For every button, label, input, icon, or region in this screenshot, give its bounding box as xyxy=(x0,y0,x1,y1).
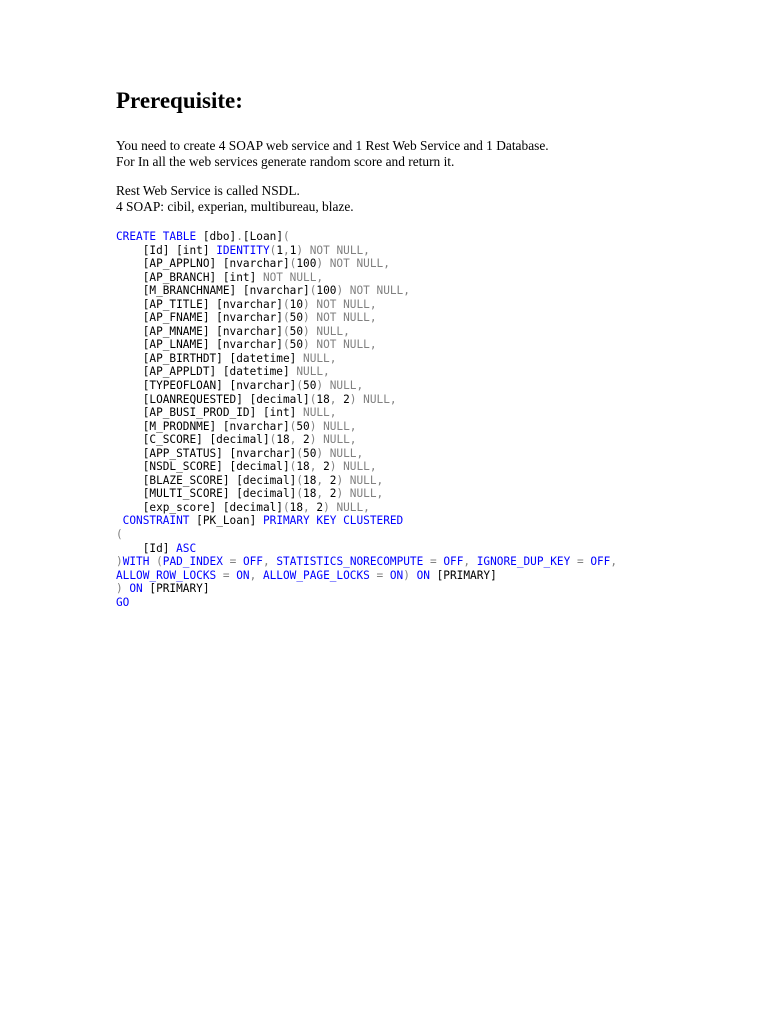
sql-punctuation: ) xyxy=(116,582,130,596)
code-line xyxy=(116,298,617,312)
services-line: Rest Web Service is called NSDL. xyxy=(116,183,300,198)
sql-punctuation: ) xyxy=(316,257,324,271)
sql-punctuation: ( xyxy=(309,284,317,298)
sql-punctuation: , xyxy=(329,392,344,406)
services-line: 4 SOAP: cibil, experian, multibureau, blaze. xyxy=(116,198,354,214)
sql-keyword: WITH xyxy=(122,555,150,569)
sql-punctuation: ) xyxy=(303,324,310,338)
code-line xyxy=(116,325,617,339)
sql-punctuation: NULL, xyxy=(296,406,337,420)
sql-keyword: STATISTICS_NORECOMPUTE xyxy=(276,555,424,569)
sql-text: 50 xyxy=(296,419,310,433)
sql-text: [NSDL_SCORE] [decimal] xyxy=(116,460,290,474)
sql-punctuation: , xyxy=(289,433,304,447)
sql-punctuation: ) xyxy=(336,487,344,501)
sql-punctuation: NULL, xyxy=(323,446,364,460)
sql-punctuation: NULL, xyxy=(356,392,397,406)
sql-punctuation: ) xyxy=(309,419,317,433)
sql-punctuation: ( xyxy=(282,311,290,325)
sql-punctuation: NOT NULL, xyxy=(303,243,370,257)
sql-text: [AP_BIRTHDT] [datetime] xyxy=(116,351,297,365)
sql-text: [TYPEOFLOAN] [nvarchar] xyxy=(116,379,297,393)
sql-punctuation: ) xyxy=(329,460,337,474)
sql-text: [AP_FNAME] [nvarchar] xyxy=(116,311,283,325)
sql-keyword: CREATE TABLE xyxy=(116,230,197,243)
sql-text: [exp_score] [decimal] xyxy=(116,500,283,514)
sql-text: [LOANREQUESTED] [decimal] xyxy=(116,392,310,406)
sql-text: 18 xyxy=(289,500,304,514)
code-line xyxy=(116,582,617,596)
sql-keyword: OFF xyxy=(443,555,464,569)
sql-punctuation: ) xyxy=(336,284,344,298)
sql-punctuation: ( xyxy=(269,433,277,447)
sql-text: 2 xyxy=(303,433,310,447)
sql-punctuation: ( xyxy=(282,338,290,352)
sql-punctuation: ) xyxy=(349,392,357,406)
code-line xyxy=(116,487,617,501)
sql-punctuation: ) xyxy=(296,243,304,257)
sql-text: [dbo] xyxy=(196,230,237,243)
sql-keyword: ON xyxy=(416,568,430,582)
sql-punctuation: ( xyxy=(282,297,290,311)
sql-punctuation: NULL, xyxy=(296,351,337,365)
sql-punctuation: ) xyxy=(116,555,123,569)
code-line xyxy=(116,338,617,352)
sql-punctuation: ( xyxy=(296,487,304,501)
code-line xyxy=(116,514,617,528)
sql-text: [PRIMARY] xyxy=(142,582,210,596)
sql-text: 2 xyxy=(329,473,337,487)
sql-text: [AP_TITLE] [nvarchar] xyxy=(116,297,283,311)
sql-text: [AP_APPLNO] [nvarchar] xyxy=(116,257,290,271)
sql-keyword: PRIMARY KEY CLUSTERED xyxy=(262,514,404,528)
code-line xyxy=(116,244,617,258)
sql-text: 50 xyxy=(289,338,304,352)
sql-punctuation: . xyxy=(236,230,243,243)
sql-punctuation: NOT NULL, xyxy=(343,284,410,298)
sql-punctuation: , xyxy=(610,555,618,569)
sql-punctuation: NULL, xyxy=(343,473,384,487)
sql-keyword: ALLOW_PAGE_LOCKS xyxy=(262,568,370,582)
sql-text: 2 xyxy=(343,392,350,406)
sql-punctuation: NULL, xyxy=(343,487,384,501)
sql-text: [Id] [int] xyxy=(116,243,217,257)
services-paragraph xyxy=(116,183,354,214)
sql-text: [AP_BRANCH] [int] xyxy=(116,270,257,284)
sql-punctuation: NOT NULL, xyxy=(309,297,377,311)
sql-punctuation: , xyxy=(283,243,290,257)
code-line xyxy=(116,433,617,447)
sql-punctuation: ) xyxy=(303,297,310,311)
code-line xyxy=(116,271,617,285)
sql-text: [AP_APPLDT] [datetime] xyxy=(116,365,290,379)
sql-text: 18 xyxy=(276,433,290,447)
sql-punctuation: ( xyxy=(282,500,290,514)
code-line xyxy=(116,474,617,488)
sql-punctuation: NOT NULL, xyxy=(323,257,390,271)
sql-punctuation: NOT NULL, xyxy=(309,338,377,352)
sql-text: 2 xyxy=(329,487,337,501)
sql-text: [AP_MNAME] [nvarchar] xyxy=(116,324,283,338)
sql-punctuation: ) xyxy=(309,433,317,447)
sql-keyword: IDENTITY xyxy=(216,243,270,257)
sql-code-block xyxy=(116,230,617,609)
sql-text: [Id] xyxy=(116,541,177,555)
sql-keyword: ON xyxy=(389,568,404,582)
sql-keyword: OFF xyxy=(590,555,611,569)
sql-punctuation: ( xyxy=(289,460,297,474)
sql-text: [C_SCORE] [decimal] xyxy=(116,433,270,447)
sql-text: 1 xyxy=(276,243,283,257)
sql-keyword: ASC xyxy=(176,541,197,555)
sql-punctuation: NOT NULL, xyxy=(256,270,324,284)
intro-line: You need to create 4 SOAP web service and 1 Rest Web Service and 1 Database. xyxy=(116,138,549,153)
sql-text: 100 xyxy=(296,257,317,271)
sql-keyword: ON xyxy=(236,568,250,582)
sql-punctuation: , xyxy=(303,500,317,514)
code-line xyxy=(116,379,617,393)
sql-text: 10 xyxy=(289,297,304,311)
sql-text: [AP_LNAME] [nvarchar] xyxy=(116,338,283,352)
sql-text: 50 xyxy=(303,379,317,393)
sql-text: 2 xyxy=(316,500,324,514)
sql-punctuation: ) xyxy=(403,568,417,582)
sql-punctuation: NOT NULL, xyxy=(309,311,377,325)
sql-punctuation: , xyxy=(262,555,277,569)
sql-text: 50 xyxy=(303,446,317,460)
sql-punctuation: , xyxy=(249,568,263,582)
sql-punctuation: ( xyxy=(282,324,290,338)
code-line xyxy=(116,352,617,366)
sql-punctuation: NULL, xyxy=(316,419,357,433)
sql-text: 1 xyxy=(289,243,297,257)
sql-keyword: PAD_INDEX xyxy=(162,555,223,569)
code-line xyxy=(116,542,617,556)
sql-text: [AP_BUSI_PROD_ID] [int] xyxy=(116,406,297,420)
sql-punctuation: ( xyxy=(149,555,163,569)
sql-text: 2 xyxy=(323,460,330,474)
sql-punctuation: ( xyxy=(289,419,297,433)
sql-punctuation: = xyxy=(570,555,591,569)
sql-punctuation: NULL, xyxy=(309,324,350,338)
code-line xyxy=(116,569,617,583)
sql-punctuation: ( xyxy=(289,257,297,271)
sql-punctuation: ) xyxy=(323,500,330,514)
sql-text: [M_PRODNME] [nvarchar] xyxy=(116,419,290,433)
sql-text: [BLAZE_SCORE] [decimal] xyxy=(116,473,297,487)
sql-text: [M_BRANCHNAME] [nvarchar] xyxy=(116,284,310,298)
sql-text: [Loan] xyxy=(242,230,283,243)
code-line xyxy=(116,447,617,461)
sql-text: 100 xyxy=(316,284,337,298)
code-line xyxy=(116,501,617,515)
sql-text: 18 xyxy=(316,392,330,406)
code-line xyxy=(116,460,617,474)
code-line xyxy=(116,257,617,271)
sql-text: 18 xyxy=(303,487,317,501)
sql-punctuation: ( xyxy=(296,379,304,393)
sql-text: [PK_Loan] xyxy=(189,514,263,528)
sql-text: 18 xyxy=(296,460,310,474)
sql-punctuation: NULL, xyxy=(289,365,330,379)
sql-text: [MULTI_SCORE] [decimal] xyxy=(116,487,297,501)
code-line xyxy=(116,230,617,244)
sql-punctuation: , xyxy=(316,487,330,501)
sql-punctuation: NULL, xyxy=(336,460,377,474)
sql-punctuation: ( xyxy=(269,243,277,257)
sql-punctuation: = xyxy=(423,555,444,569)
sql-punctuation: , xyxy=(463,555,477,569)
sql-keyword: GO xyxy=(116,595,130,609)
sql-text: 50 xyxy=(289,324,304,338)
sql-punctuation: , xyxy=(309,460,324,474)
sql-keyword: ON xyxy=(129,582,143,596)
sql-punctuation: ( xyxy=(116,528,123,542)
code-line xyxy=(116,528,617,542)
sql-punctuation: = xyxy=(222,555,243,569)
sql-keyword: CONSTRAINT xyxy=(116,514,190,528)
sql-text: 18 xyxy=(303,473,317,487)
sql-punctuation: ) xyxy=(303,311,310,325)
sql-keyword: ALLOW_ROW_LOCKS xyxy=(116,568,217,582)
sql-punctuation: ( xyxy=(283,230,290,243)
sql-punctuation: ) xyxy=(303,338,310,352)
sql-keyword: OFF xyxy=(242,555,263,569)
code-line xyxy=(116,284,617,298)
sql-punctuation: ( xyxy=(296,446,304,460)
sql-punctuation: NULL, xyxy=(316,433,357,447)
code-line xyxy=(116,420,617,434)
sql-punctuation: ( xyxy=(309,392,317,406)
code-line xyxy=(116,555,617,569)
code-line xyxy=(116,406,617,420)
sql-punctuation: ) xyxy=(316,379,324,393)
sql-punctuation: , xyxy=(316,473,330,487)
page-heading: Prerequisite: xyxy=(116,88,243,113)
sql-keyword: IGNORE_DUP_KEY xyxy=(476,555,571,569)
sql-punctuation: = xyxy=(369,568,390,582)
sql-punctuation: = xyxy=(216,568,237,582)
sql-punctuation: NULL, xyxy=(323,379,364,393)
sql-punctuation: NULL, xyxy=(329,500,370,514)
intro-line: For In all the web services generate random score and return it. xyxy=(116,153,455,169)
code-line xyxy=(116,596,617,610)
intro-paragraph xyxy=(116,138,549,169)
sql-punctuation: ( xyxy=(296,473,304,487)
code-line xyxy=(116,393,617,407)
code-line xyxy=(116,311,617,325)
sql-text: [APP_STATUS] [nvarchar] xyxy=(116,446,297,460)
code-line xyxy=(116,365,617,379)
sql-punctuation: ) xyxy=(316,446,324,460)
sql-text: [PRIMARY] xyxy=(429,568,497,582)
sql-text: 50 xyxy=(289,311,304,325)
sql-punctuation: ) xyxy=(336,473,344,487)
